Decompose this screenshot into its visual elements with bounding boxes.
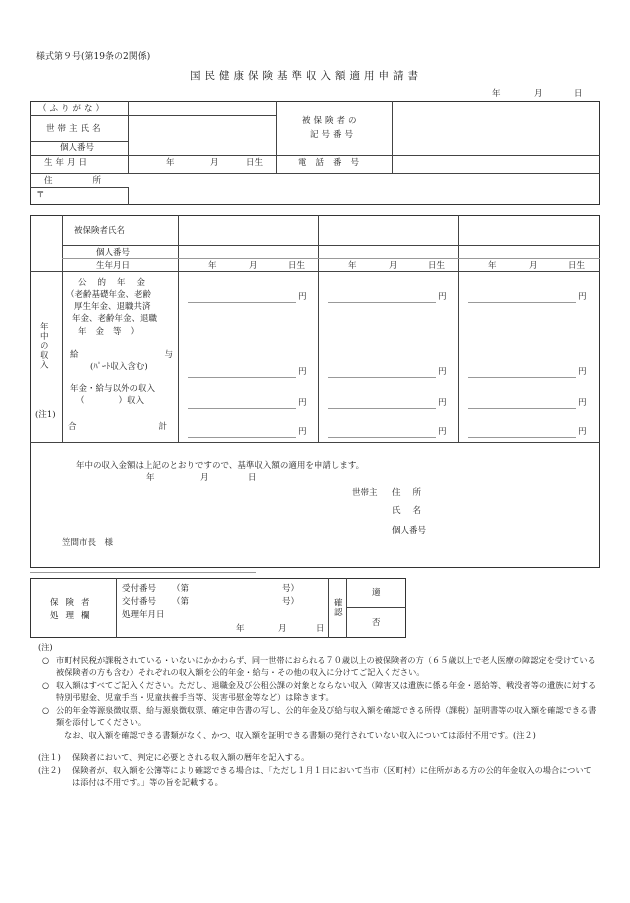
birth-day: 日生 [428,261,446,271]
note-item-3 [38,704,598,729]
householder-label: 世帯主 [352,488,378,498]
pension-line1: 公的年金 [78,278,157,288]
householder-name-label: 世帯主氏名 [46,124,104,134]
footnote-text: 保険者において、判定に必要とされる収入額の暦年を記入する。 [72,752,310,762]
yen-mark: 円 [298,427,307,437]
accept-no-open: （第 [172,584,190,594]
other-line1: 年金・給与以外の収入 [70,384,156,394]
birth-year: 年 [488,261,497,271]
yen-mark: 円 [298,367,307,377]
yen-mark: 円 [578,367,587,377]
pension-line5: 年金等） [78,327,149,337]
birth-month: 月 [529,261,538,271]
date-year: 年 [492,89,501,99]
birthdate-label: 生年月日 [44,158,91,168]
date-day: 日 [574,89,583,99]
proc-year: 年 [236,624,245,634]
note-extra: なお、収入額を確認できる書類がなく、かつ、収入額を証明できる書類の発行されていない収入については添付不用です。(注２) [64,729,536,740]
yen-mark: 円 [438,292,447,302]
note1-tag: (注1) [35,410,56,420]
address-label: 住所 [44,176,142,186]
note-text: 収入額はすべてご記入ください。ただし、退職金及び公租公課の対象とならない収入（障害又は遺族に係る年金・恩給等、戦没者等の遺族に対する特別弔慰金、児童手当・児童扶養手当等、災害弔慰金等など）は除きます。 [56,679,597,702]
mayor-addressee: 笠間市長 様 [62,538,114,548]
individual-number-label: 個人番号 [60,143,95,153]
footnote-text: 保険者が、収入額を公簿等により確認できる場合は、「ただし１月１日において当市（区町村）に住所がある方の公的年金収入の場合については添付は不用です。」等の旨を記載する。 [72,764,592,787]
bullet-circle-icon: ○ [42,679,50,690]
postal-mark: 〒 [36,190,45,200]
birth-year: 年 [348,261,357,271]
bullet-circle-icon: ○ [42,704,50,715]
note-item-2 [38,679,598,704]
total-label: 合計 [68,422,250,432]
deliver-no-close: 号） [282,597,300,607]
birth-year: 年 [208,261,217,271]
note-text: 市町村民税が課税されている・いないにかかわらず、同一世帯におられる７０歳以上の被保険者の方（６５歳以上で老人医療の障認定を受けている被保険者の方も含む）それぞれの収入額を公的年金・給与・その他の収入に分けてご記入ください。 [56,654,596,677]
insured-label-line1: 被保険者の [302,116,360,126]
application-text: 年中の収入金額は上記のとおりですので、基準収入額の適用を申請します。 [76,461,365,471]
birth-month: 月 [210,158,219,168]
accept-no-close: 号） [282,584,300,594]
deliver-no-open: （第 [172,597,190,607]
member-indiv-label: 個人番号 [96,248,131,258]
apply-address-label: 住所 [392,488,434,498]
birth-year: 年 [166,158,175,168]
member-birth-label: 生年月日 [96,261,131,271]
income-side-label: 年中の収入 [38,322,49,370]
insured-label-line2: 記号番号 [310,130,357,140]
phone-label: 電話番号 [298,158,369,168]
birth-month: 月 [249,261,258,271]
apply-name-label: 氏名 [392,506,434,516]
reject-mark: 否 [372,618,381,628]
note-text: 公的年金等源泉徴収票、給与源泉徴収票、確定申告書の写し、公的年金及び給与収入額を確認できる所得（課税）証明書等の収入額を確認できる書類を添付してください。 [56,704,597,727]
yen-mark: 円 [438,398,447,408]
footnote-1 [38,751,598,764]
yen-mark: 円 [298,398,307,408]
yen-mark: 円 [438,427,447,437]
apply-day: 日 [248,473,257,483]
yen-mark: 円 [578,398,587,408]
footnote-tag: (注１) [38,752,61,762]
pension-line3: 厚生年金、退職共済 [74,302,151,312]
yen-mark: 円 [578,292,587,302]
birth-month: 月 [389,261,398,271]
furigana-label: （ふりがな） [38,104,108,114]
footnote-tag: (注２) [38,764,61,775]
notes-section [38,641,598,789]
date-month: 月 [534,89,543,99]
proc-month: 月 [278,624,287,634]
yen-mark: 円 [578,427,587,437]
proc-day: 日 [316,624,325,634]
salary-line1: 給与 [70,350,260,360]
apply-indiv-label: 個人番号 [392,526,427,536]
notes-head: (注) [38,642,53,652]
office-label-2: 処理欄 [50,611,97,621]
birth-day: 日生 [288,261,306,271]
proc-date-label: 処理年月日 [122,610,165,620]
pension-line2: （老齢基礎年金、老齢 [66,290,152,300]
form-number: 様式第９号(第19条の2関係) [36,52,151,62]
page-title: 国民健康保険基準収入額適用申請書 [190,70,422,82]
office-label-1: 保険者 [50,598,97,608]
bullet-circle-icon: ○ [42,654,50,665]
confirm-label: 確認 [332,598,343,617]
other-line2: （ ）収入 [76,396,145,406]
member-name-label: 被保険者氏名 [74,226,126,236]
salary-line2: (ﾊﾟｰﾄ収入含む) [90,362,148,372]
yen-mark: 円 [438,367,447,377]
birth-day: 日生 [246,158,264,168]
apply-month: 月 [200,473,209,483]
footnote-2 [38,764,598,789]
birth-day: 日生 [568,261,586,271]
yen-mark: 円 [298,292,307,302]
deliver-no-label: 交付番号 [122,597,157,607]
approve-mark: 適 [372,588,381,598]
apply-year: 年 [146,473,155,483]
accept-no-label: 受付番号 [122,584,157,594]
pension-line4: 年金、老齢年金、退職 [72,314,158,324]
note-item-1 [38,654,598,679]
